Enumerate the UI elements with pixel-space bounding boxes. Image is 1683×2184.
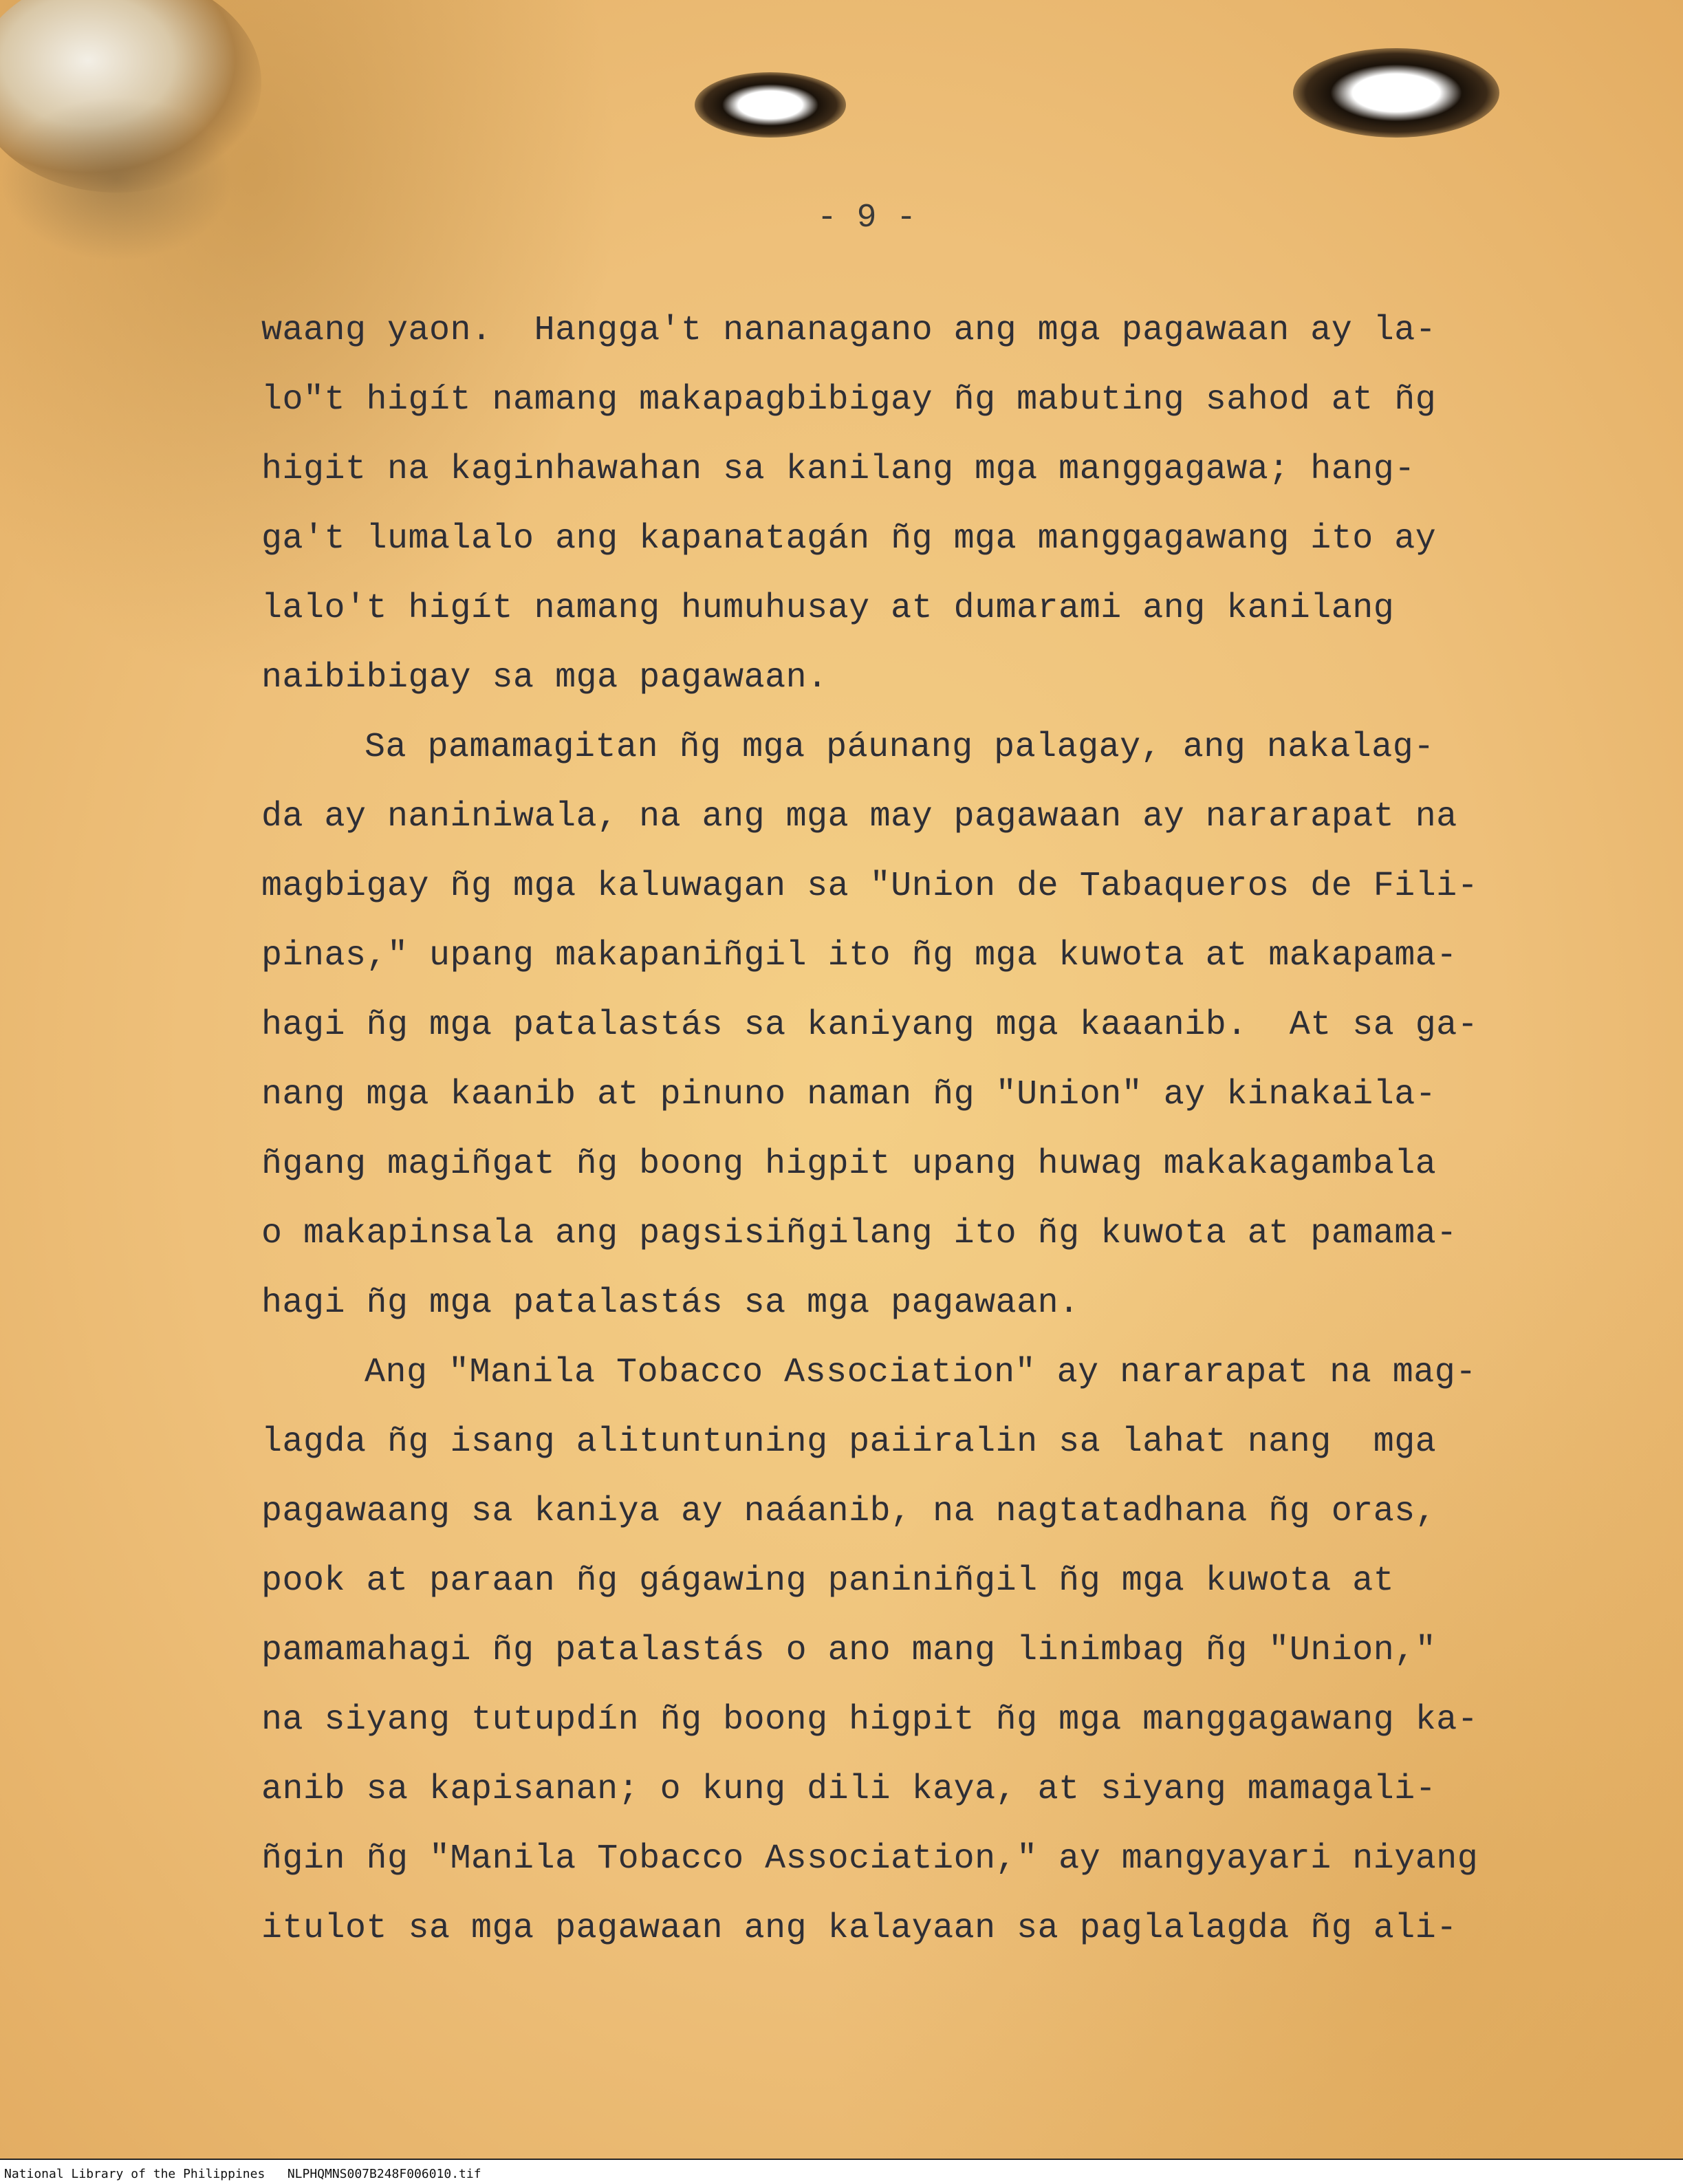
text-line: na siyang tutupdín ñg boong higpit ñg mga manggagawang ka- — [261, 1700, 1479, 1740]
footer-filename: NLPHQMNS007B248F006010.tif — [287, 2167, 481, 2181]
text-line: higit na kaginhawahan sa kanilang mga manggagawa; hang- — [261, 450, 1415, 489]
text-line: hagi ñg mga patalastás sa mga pagawaan. — [261, 1284, 1080, 1323]
text-line: waang yaon. Hangga't nananagano ang mga pagawaan ay la- — [261, 311, 1437, 350]
typed-body-text — [261, 296, 1513, 1963]
text-line: ñgang magiñgat ñg boong higpit upang huwag makakagambala — [261, 1145, 1437, 1184]
scan-footer-label — [4, 2167, 481, 2181]
text-line: pook at paraan ñg gágawing paniniñgil ñg mga kuwota at — [261, 1561, 1395, 1601]
text-line: hagi ñg mga patalastás sa kaniyang mga kaaanib. At sa ga- — [261, 1006, 1479, 1045]
text-line: magbigay ñg mga kaluwagan sa "Union de Tabaqueros de Fili- — [261, 867, 1479, 906]
scan-footer-bar — [0, 2159, 1683, 2184]
text-line: pamamahagi ñg patalastás o ano mang linimbag ñg "Union," — [261, 1631, 1437, 1670]
text-line: lagda ñg isang alituntuning paiiralin sa lahat nang mga — [261, 1423, 1437, 1462]
text-line: ga't lumalalo ang kapanatagán ñg mga manggagawang ito ay — [261, 519, 1437, 559]
text-line: lo"t higít namang makapagbibigay ñg mabuting sahod at ñg — [261, 380, 1437, 420]
footer-library: National Library of the Philippines — [4, 2167, 265, 2181]
page-number: - 9 - — [816, 199, 917, 237]
text-line: itulot sa mga pagawaan ang kalayaan sa paglalagda ñg ali- — [261, 1909, 1457, 1948]
text-line: ñgin ñg "Manila Tobacco Association," ay mangyayari niyang — [261, 1839, 1479, 1879]
text-line: Sa pamamagitan ñg mga páunang palagay, ang nakalag- — [365, 728, 1435, 767]
text-line: naibibigay sa mga pagawaan. — [261, 658, 828, 698]
text-line: anib sa kapisanan; o kung dili kaya, at siyang mamagali- — [261, 1770, 1437, 1809]
text-line: nang mga kaanib at pinuno naman ñg "Union" ay kinakaila- — [261, 1075, 1437, 1114]
text-line: pinas," upang makapaniñgil ito ñg mga kuwota at makapama- — [261, 936, 1457, 975]
text-line: da ay naniniwala, na ang mga may pagawaan ay nararapat na — [261, 797, 1457, 836]
text-line: pagawaang sa kaniya ay naáanib, na nagtatadhana ñg oras, — [261, 1492, 1437, 1531]
paper-water-stain — [0, 96, 234, 261]
binding-hole-right — [1293, 48, 1499, 138]
binding-hole-left — [695, 72, 846, 138]
text-line: lalo't higít namang humuhusay at dumarami ang kanilang — [261, 589, 1395, 628]
text-line: o makapinsala ang pagsisiñgilang ito ñg kuwota at pamama- — [261, 1214, 1457, 1253]
text-line: Ang "Manila Tobacco Association" ay nararapat na mag- — [365, 1353, 1477, 1392]
